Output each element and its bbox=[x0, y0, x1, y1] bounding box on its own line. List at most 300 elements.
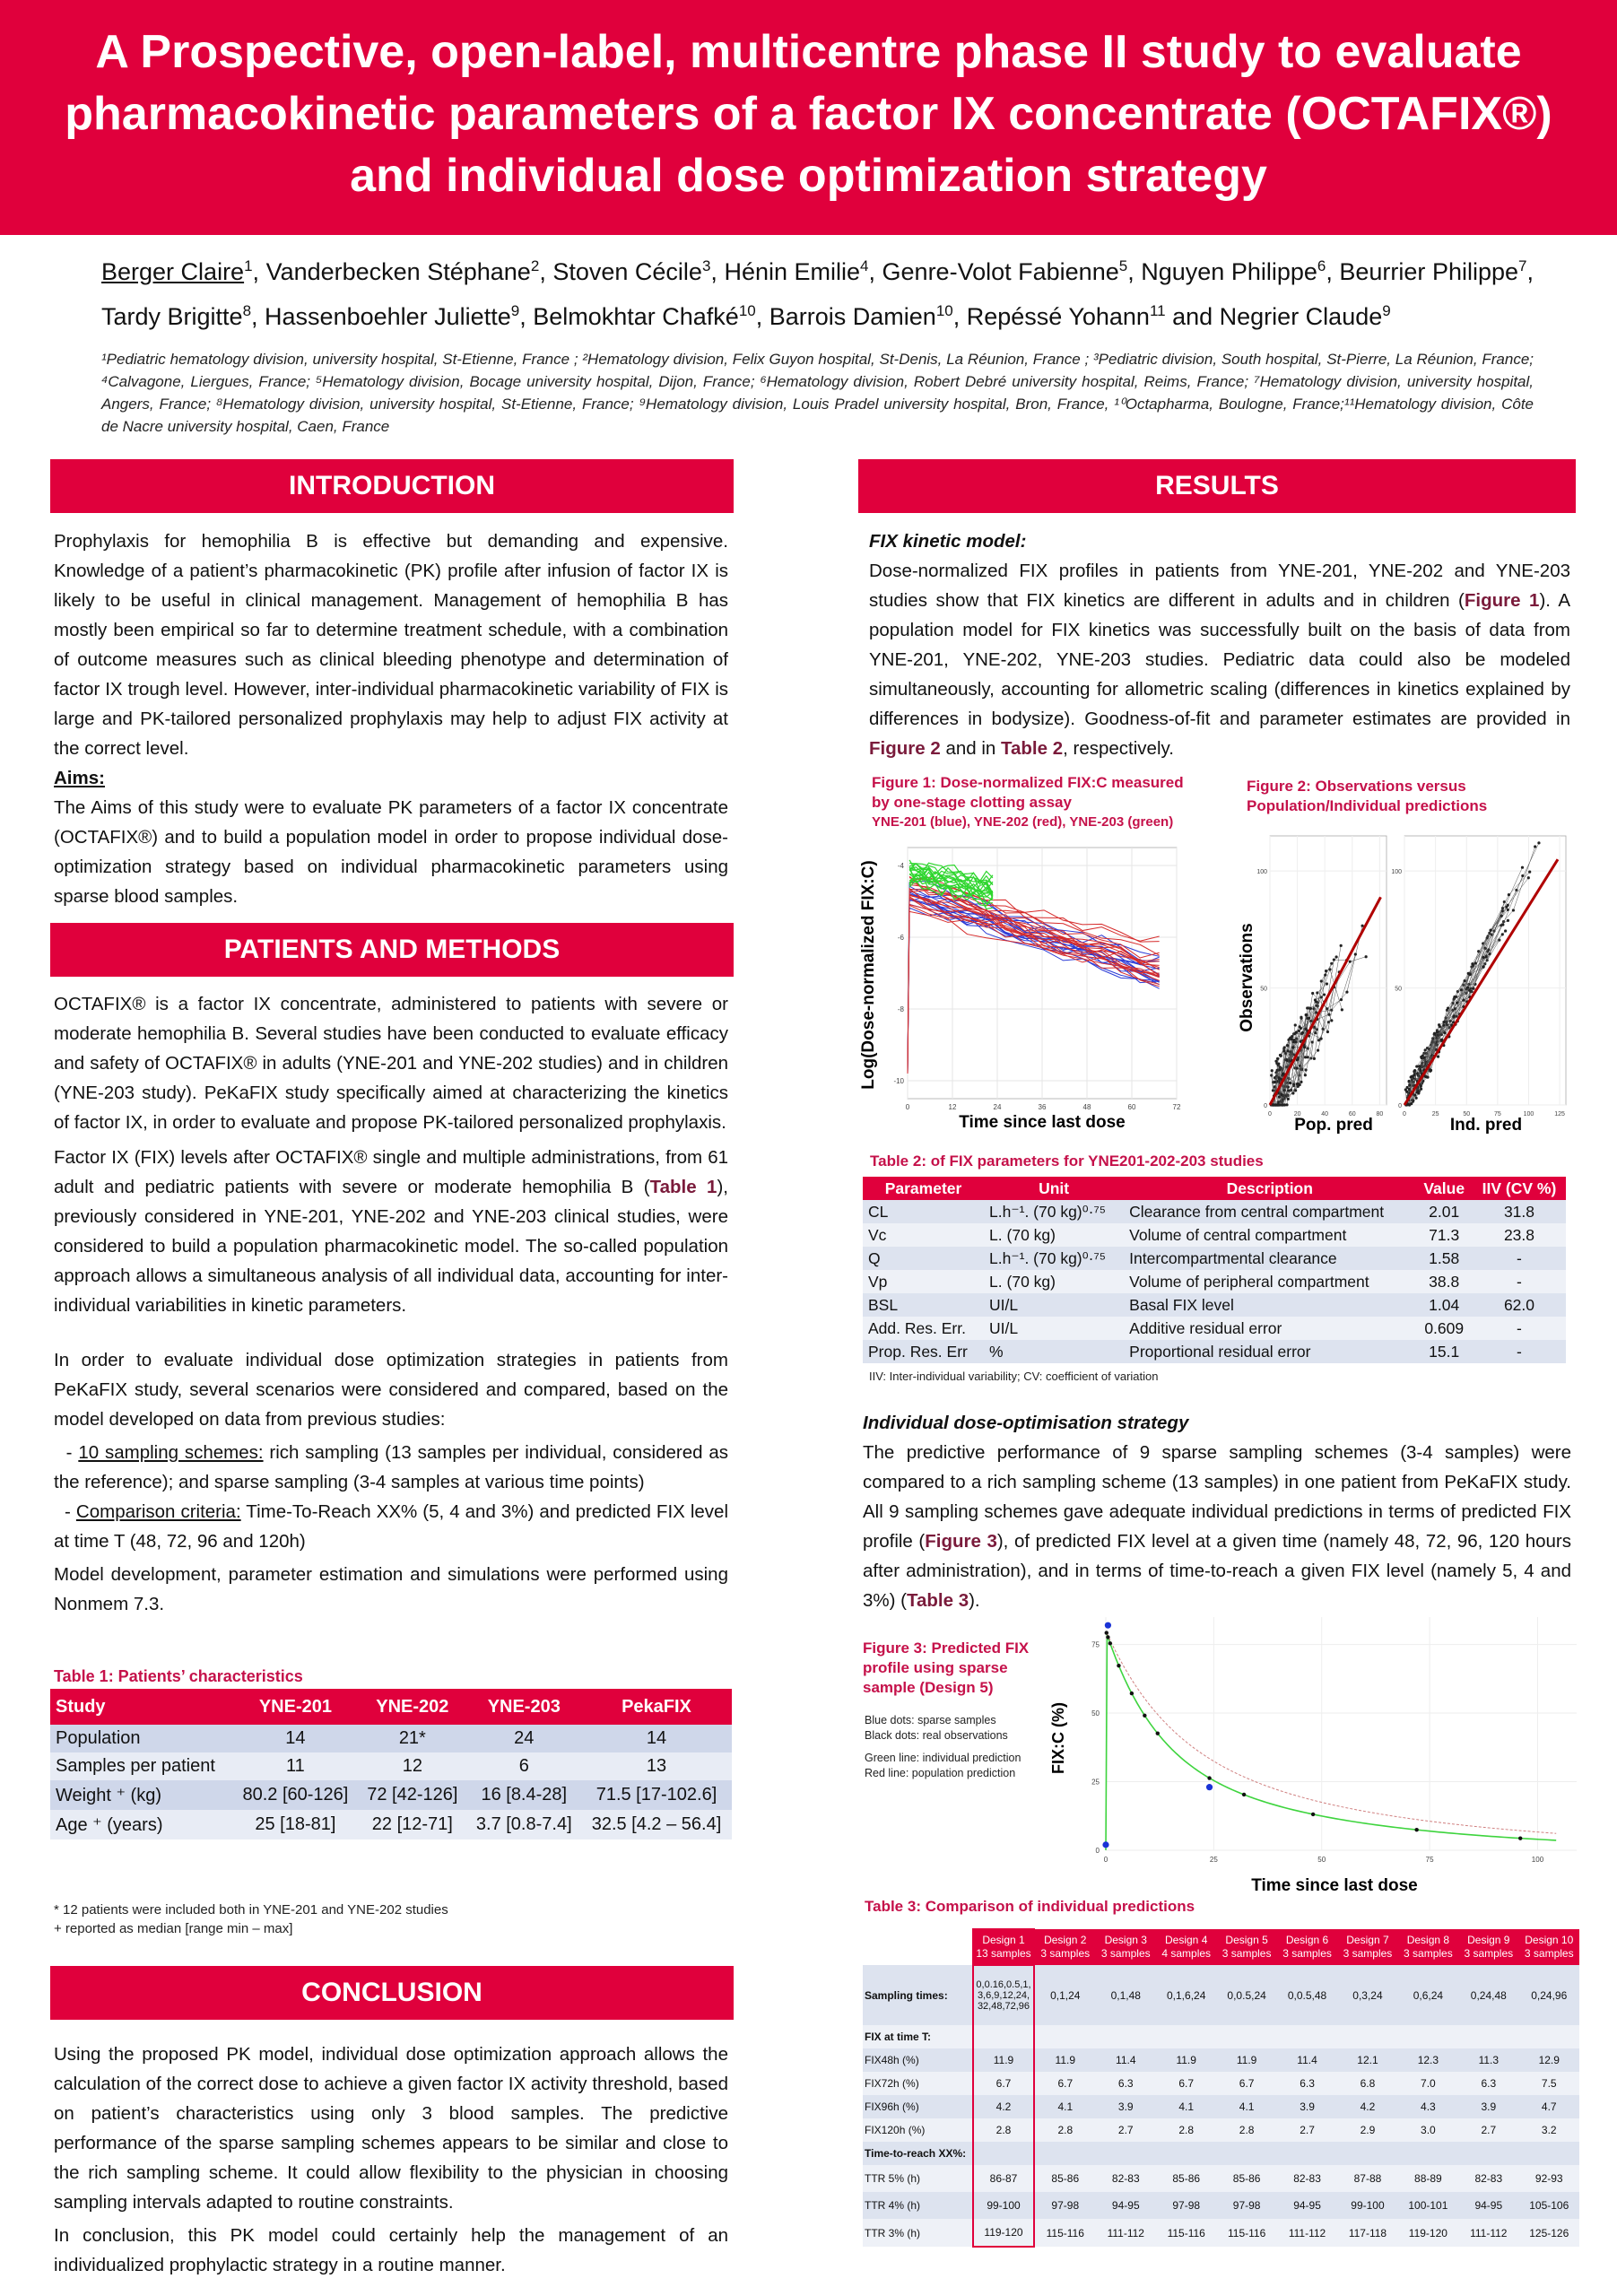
table-row bbox=[50, 1810, 732, 1839]
table-cell: 94-95 bbox=[1096, 2192, 1156, 2219]
bullet-comparison-criteria: - Comparison criteria: Time-To-Reach XX% (5, 4 and 3%) and predicted FIX level at time T (48, 72, 96 and 120h) bbox=[54, 1501, 729, 1552]
observation-point bbox=[1304, 1074, 1307, 1076]
table-cell: 11.4 bbox=[1277, 2048, 1337, 2072]
methods-paragraph-2 bbox=[54, 1143, 728, 1320]
table-cell: 4.2 bbox=[973, 2095, 1034, 2118]
table-cell: 82-83 bbox=[1096, 2165, 1156, 2192]
observation-point bbox=[1306, 1006, 1308, 1009]
author-affiliation-number: 9 bbox=[510, 302, 520, 319]
table-cell: 0,24,48 bbox=[1458, 1965, 1518, 2025]
table-cell: 12 bbox=[358, 1752, 466, 1780]
table-cell: 71.3 bbox=[1415, 1223, 1472, 1247]
table-row bbox=[50, 1752, 732, 1780]
design-name: Design 6 bbox=[1285, 1934, 1329, 1946]
table-cell: 99-100 bbox=[973, 2192, 1034, 2219]
table-cell: 2.7 bbox=[1458, 2118, 1518, 2142]
table-cell: 6.7 bbox=[1156, 2072, 1216, 2095]
table3-header bbox=[973, 1929, 1034, 1965]
x-tick-label: 80 bbox=[1376, 1111, 1384, 1118]
table-cell bbox=[1156, 2142, 1216, 2165]
methods-paragraph-1: OCTAFIX® is a factor IX concentrate, administered to patients with severe or moderate hemophilia B. Several studies have been conducted to evaluate efficacy and safety of OCTAFIX® in adults (YNE-201 and YNE-202 studies) and in children (YNE-203 study). PeKaFIX study specifically aimed at characterizing the kinetics of factor IX, in order to evaluate and propose PK-tailored personalized prophylaxis. bbox=[54, 994, 728, 1133]
figure2-caption-line: Population/Individual predictions bbox=[1247, 797, 1488, 814]
observation-point bbox=[1521, 874, 1524, 877]
observation-point bbox=[1408, 1088, 1411, 1091]
table-cell: 12.1 bbox=[1337, 2048, 1397, 2072]
table-cell: 4.3 bbox=[1398, 2095, 1458, 2118]
author-affiliation-number: 2 bbox=[530, 257, 540, 274]
conclusion-heading: CONCLUSION bbox=[50, 1966, 734, 2020]
author-affiliation-number: 10 bbox=[935, 302, 953, 319]
x-tick-label: 12 bbox=[948, 1103, 957, 1111]
figure3-caption-line: Figure 3: Predicted FIX bbox=[863, 1639, 1030, 1657]
x-tick-label: 25 bbox=[1209, 1856, 1218, 1864]
real-observation-dot bbox=[1117, 1664, 1120, 1667]
table-cell: 14 bbox=[581, 1725, 732, 1752]
x-tick-label: 72 bbox=[1172, 1103, 1181, 1111]
observation-point bbox=[1326, 982, 1328, 985]
table-cell: 0,0.16,0.5,1,3,6,9,12,24,32,48,72,96 bbox=[973, 1965, 1034, 2025]
table-cell: 2.8 bbox=[973, 2118, 1034, 2142]
figure2-caption-line: Figure 2: Observations versus bbox=[1247, 778, 1466, 795]
table1-header: Study bbox=[50, 1689, 233, 1725]
table-cell: 11.9 bbox=[973, 2048, 1034, 2072]
observation-point bbox=[1320, 979, 1323, 982]
table3-reference: Table 3 bbox=[906, 1590, 969, 1611]
observation-point bbox=[1326, 1031, 1329, 1033]
observation-point bbox=[1418, 1065, 1421, 1067]
table-row bbox=[863, 2118, 1579, 2142]
bullet-label: 10 sampling schemes: bbox=[78, 1442, 264, 1463]
author-name: Negrier Claude bbox=[1219, 303, 1383, 330]
table-row bbox=[863, 1200, 1566, 1223]
observation-point bbox=[1442, 1021, 1445, 1023]
y-tick-label: 50 bbox=[1091, 1709, 1100, 1718]
bullet-text: Time-To-Reach XX% (5, 4 and 3%) and predicted FIX level at time T (48, 72, 96 and 120h) bbox=[54, 1501, 729, 1552]
table-cell: 62.0 bbox=[1473, 1293, 1566, 1317]
table-cell: UI/L bbox=[984, 1293, 1124, 1317]
individual-prediction-line bbox=[1106, 1635, 1556, 1850]
observation-point bbox=[1291, 1091, 1294, 1094]
y-tick-label: 75 bbox=[1091, 1640, 1100, 1649]
table-cell: Prop. Res. Err bbox=[863, 1340, 984, 1363]
table2-reference: Table 2 bbox=[1001, 738, 1064, 759]
observation-point bbox=[1436, 1031, 1439, 1033]
observation-point bbox=[1308, 1017, 1310, 1020]
table-cell: CL bbox=[863, 1200, 984, 1223]
table-cell: Population bbox=[50, 1725, 233, 1752]
observation-point bbox=[1286, 1044, 1289, 1047]
table-cell: 1.04 bbox=[1415, 1293, 1472, 1317]
figure3-caption-line: profile using sparse bbox=[863, 1659, 1008, 1676]
figure1-x-ticks bbox=[906, 1103, 1181, 1111]
table-cell: Weight ⁺ (kg) bbox=[50, 1780, 233, 1810]
table-cell: 12.9 bbox=[1519, 2048, 1579, 2072]
table-cell: 7.5 bbox=[1519, 2072, 1579, 2095]
table-row bbox=[863, 1270, 1566, 1293]
design-samples: 3 samples bbox=[1040, 1947, 1091, 1960]
table-cell: Volume of peripheral compartment bbox=[1124, 1270, 1415, 1293]
x-tick-label: 20 bbox=[1293, 1111, 1301, 1118]
x-tick-label: 125 bbox=[1554, 1111, 1565, 1118]
table-cell: 71.5 [17-102.6] bbox=[581, 1780, 732, 1810]
observation-point bbox=[1316, 991, 1318, 994]
table-cell bbox=[1519, 2142, 1579, 2165]
table-cell bbox=[1458, 2142, 1518, 2165]
table-cell: FIX72h (%) bbox=[863, 2072, 973, 2095]
table-cell: 0,1,24 bbox=[1034, 1965, 1096, 2025]
table-row bbox=[863, 2142, 1579, 2165]
legend-black-dots: Black dots: real observations bbox=[865, 1729, 1008, 1742]
observation-point bbox=[1301, 1031, 1304, 1034]
observation-point bbox=[1345, 991, 1348, 994]
table1-header: YNE-202 bbox=[358, 1689, 466, 1725]
table-cell: 2.7 bbox=[1096, 2118, 1156, 2142]
table-row bbox=[863, 2165, 1579, 2192]
real-observation-dot bbox=[1106, 1635, 1109, 1639]
table-cell: - bbox=[1473, 1247, 1566, 1270]
introduction-heading: INTRODUCTION bbox=[50, 459, 734, 513]
table-cell: 4.1 bbox=[1156, 2095, 1216, 2118]
design-samples: 3 samples bbox=[1524, 1947, 1574, 1960]
table-cell: 11.9 bbox=[1156, 2048, 1216, 2072]
table1-note-1: * 12 patients were included both in YNE-201 and YNE-202 studies bbox=[54, 1902, 448, 1918]
table-cell: L.h⁻¹. (70 kg)⁰·⁷⁵ bbox=[984, 1247, 1124, 1270]
observation-point bbox=[1272, 1089, 1274, 1091]
figure3-legend bbox=[865, 1713, 1021, 1781]
observation-point bbox=[1408, 1080, 1411, 1083]
y-tick-label: 0 bbox=[1398, 1103, 1402, 1109]
design-name: Design 10 bbox=[1525, 1934, 1574, 1946]
figure2-y-label: Observations bbox=[1238, 923, 1256, 1032]
design-samples: 3 samples bbox=[1282, 1947, 1332, 1960]
table-cell: 119-120 bbox=[1398, 2219, 1458, 2247]
table-cell: 4.2 bbox=[1337, 2095, 1397, 2118]
observation-point bbox=[1440, 1039, 1443, 1041]
table-cell: 105-106 bbox=[1519, 2192, 1579, 2219]
table-row bbox=[863, 2192, 1579, 2219]
table-cell: 97-98 bbox=[1216, 2192, 1276, 2219]
figure3-plot bbox=[1048, 1604, 1586, 1900]
table3-header bbox=[1398, 1929, 1458, 1965]
table-cell: 2.7 bbox=[1277, 2118, 1337, 2142]
table-cell: 7.0 bbox=[1398, 2072, 1458, 2095]
table-cell: FIX96h (%) bbox=[863, 2095, 973, 2118]
figure1-caption bbox=[872, 773, 1184, 832]
table-cell: 6.7 bbox=[1216, 2072, 1276, 2095]
author-name: Hénin Emilie bbox=[724, 258, 861, 285]
y-tick-label: 0 bbox=[1264, 1103, 1267, 1109]
observation-point bbox=[1282, 1103, 1284, 1106]
table-cell: 1.58 bbox=[1415, 1247, 1472, 1270]
results-paragraph-1 bbox=[869, 556, 1570, 763]
figure1-caption-line: Figure 1: Dose-normalized FIX:C measured bbox=[872, 774, 1184, 791]
table-cell: 31.8 bbox=[1473, 1200, 1566, 1223]
bullet-text: rich sampling (13 samples per individual, considered as the reference); and sparse sampling (3-4 samples at various time points) bbox=[54, 1442, 728, 1492]
aims-label: Aims: bbox=[54, 768, 105, 788]
table-cell: Add. Res. Err. bbox=[863, 1317, 984, 1340]
table-cell: 11 bbox=[233, 1752, 358, 1780]
table-cell: 0,0.5,24 bbox=[1216, 1965, 1276, 2025]
table-cell: 11.9 bbox=[1034, 2048, 1096, 2072]
table3-caption: Table 3: Comparison of individual predictions bbox=[865, 1898, 1195, 1915]
design-samples: 3 samples bbox=[1464, 1947, 1514, 1960]
observation-point bbox=[1273, 1103, 1275, 1106]
table-cell: Basal FIX level bbox=[1124, 1293, 1415, 1317]
table3-header bbox=[1216, 1929, 1276, 1965]
table-cell: 24 bbox=[467, 1725, 581, 1752]
figure1-y-ticks bbox=[893, 862, 904, 1085]
author-name: Nguyen Philippe bbox=[1141, 258, 1317, 285]
design-name: Design 9 bbox=[1467, 1934, 1510, 1946]
y-tick-label: 100 bbox=[1256, 869, 1267, 876]
table-cell: 0,0.5,48 bbox=[1277, 1965, 1337, 2025]
methods-heading: PATIENTS AND METHODS bbox=[50, 923, 734, 977]
table-cell: 100-101 bbox=[1398, 2192, 1458, 2219]
methods-body bbox=[54, 989, 728, 1619]
y-tick-label: 25 bbox=[1091, 1778, 1100, 1787]
real-observation-dot bbox=[1130, 1692, 1134, 1695]
observation-point bbox=[1340, 998, 1343, 1001]
observation-point bbox=[1335, 955, 1338, 958]
author-affiliation-number: 9 bbox=[1382, 302, 1391, 319]
author-affiliation-number: 6 bbox=[1317, 257, 1326, 274]
methods-p2-text: Factor IX (FIX) levels after OCTAFIX® single and multiple administrations, from 61 adult and pediatric patients with severe or moderate hemophilia B ( bbox=[54, 1147, 728, 1197]
x-tick-label: 24 bbox=[993, 1103, 1002, 1111]
observation-point bbox=[1443, 1031, 1446, 1034]
x-tick-label: 0 bbox=[905, 1103, 910, 1111]
sparse-sample-dot bbox=[1105, 1622, 1111, 1629]
table-cell: 0.609 bbox=[1415, 1317, 1472, 1340]
table-cell: FIX120h (%) bbox=[863, 2118, 973, 2142]
observation-point bbox=[1430, 1069, 1432, 1072]
observation-point bbox=[1438, 1023, 1440, 1026]
table-cell: 85-86 bbox=[1156, 2165, 1216, 2192]
y-tick-label: 50 bbox=[1395, 986, 1402, 993]
real-observation-dot bbox=[1242, 1793, 1246, 1796]
table-cell: 94-95 bbox=[1277, 2192, 1337, 2219]
observation-point bbox=[1534, 845, 1536, 848]
observation-point bbox=[1305, 1013, 1308, 1016]
real-observation-dot bbox=[1414, 1828, 1418, 1831]
table-cell: 87-88 bbox=[1337, 2165, 1397, 2192]
observation-point bbox=[1304, 1068, 1307, 1071]
author-name: Belmokhtar Chafké bbox=[533, 303, 739, 330]
observation-point bbox=[1294, 1023, 1297, 1026]
y-tick-label: -6 bbox=[897, 934, 904, 942]
x-tick-label: 50 bbox=[1317, 1856, 1326, 1864]
x-tick-label: 75 bbox=[1493, 1111, 1501, 1118]
observation-point bbox=[1313, 1057, 1316, 1060]
observation-point bbox=[1354, 952, 1357, 955]
observation-point bbox=[1278, 1068, 1281, 1071]
table-cell: 3.9 bbox=[1277, 2095, 1337, 2118]
observation-point bbox=[1287, 1089, 1290, 1091]
table-cell: 82-83 bbox=[1277, 2165, 1337, 2192]
table-cell: 2.9 bbox=[1337, 2118, 1397, 2142]
table-cell: % bbox=[984, 1340, 1124, 1363]
observation-point bbox=[1512, 909, 1515, 911]
patients-table bbox=[50, 1689, 732, 1839]
introduction-paragraph: Prophylaxis for hemophilia B is effective but demanding and expensive. Knowledge of a patient’s pharmacokinetic (PK) profile after infusion of factor IX is likely to be useful in clinical management. Management of hemophilia B has mostly been empirical so far to determine treatment schedule, with a combination of outcome measures such as clinical bleeding phenotype and determination of factor IX trough level. However, inter-individual pharmacokinetic variability of FIX is large and PK-tailored personalized prophylaxis may help to adjust FIX activity at the correct level. bbox=[54, 531, 728, 759]
table-cell: 111-112 bbox=[1277, 2219, 1337, 2247]
table2-note: IIV: Inter-individual variability; CV: coefficient of variation bbox=[869, 1370, 1159, 1383]
legend-green-line: Green line: individual prediction bbox=[865, 1752, 1021, 1764]
bullet-sampling-schemes: - 10 sampling schemes: rich sampling (13 samples per individual, considered as the reference); and sparse sampling (3-4 samples at various time points) bbox=[54, 1442, 728, 1492]
author-name: Genre-Volot Fabienne bbox=[882, 258, 1119, 285]
table-row bbox=[863, 2048, 1579, 2072]
observation-point bbox=[1537, 841, 1540, 844]
table-cell: 11.9 bbox=[1216, 2048, 1276, 2072]
table-cell: 6.3 bbox=[1458, 2072, 1518, 2095]
table-row bbox=[863, 2095, 1579, 2118]
table1-caption: Table 1: Patients’ characteristics bbox=[54, 1667, 303, 1685]
table-cell bbox=[973, 2142, 1034, 2165]
figure2-caption bbox=[1247, 777, 1487, 816]
observation-point bbox=[1295, 1031, 1298, 1033]
design-samples: 3 samples bbox=[1221, 1947, 1272, 1960]
table1-header: YNE-201 bbox=[233, 1689, 358, 1725]
table1-header: YNE-203 bbox=[467, 1689, 581, 1725]
table-cell: 86-87 bbox=[973, 2165, 1034, 2192]
observation-point bbox=[1482, 956, 1484, 959]
observation-point bbox=[1501, 933, 1504, 935]
observation-point bbox=[1341, 1008, 1343, 1011]
observation-point bbox=[1528, 870, 1531, 873]
table-cell bbox=[1096, 2025, 1156, 2048]
table-cell: 11.4 bbox=[1096, 2048, 1156, 2072]
table-cell: 92-93 bbox=[1519, 2165, 1579, 2192]
table-cell: 97-98 bbox=[1156, 2192, 1216, 2219]
table-cell: 85-86 bbox=[1216, 2165, 1276, 2192]
table-cell: 82-83 bbox=[1458, 2165, 1518, 2192]
table-cell: L. (70 kg) bbox=[984, 1270, 1124, 1293]
results-text: ), of predicted FIX level at a given time (namely 48, 72, 96, 120 hours after administration), and in terms of time-to-reach a given FIX level (namely 5, 4 and 3%) ( bbox=[863, 1531, 1571, 1611]
table-cell: Age ⁺ (years) bbox=[50, 1810, 233, 1839]
observation-point bbox=[1292, 1083, 1295, 1085]
observation-point bbox=[1311, 992, 1314, 995]
observation-point bbox=[1508, 893, 1510, 896]
figure1-reference: Figure 1 bbox=[1464, 590, 1540, 611]
table-cell: 80.2 [60-126] bbox=[233, 1780, 358, 1810]
table-cell: 3.9 bbox=[1096, 2095, 1156, 2118]
results-subheading-kinetic: FIX kinetic model: bbox=[869, 531, 1027, 552]
table-cell: 21* bbox=[358, 1725, 466, 1752]
observation-point bbox=[1505, 906, 1508, 909]
table-cell: 4.7 bbox=[1519, 2095, 1579, 2118]
table-cell: - bbox=[1473, 1270, 1566, 1293]
results-subheading-dose: Individual dose-optimisation strategy bbox=[863, 1413, 1189, 1433]
table-row bbox=[863, 1317, 1566, 1340]
observation-point bbox=[1333, 958, 1335, 961]
observation-point bbox=[1453, 996, 1456, 998]
observation-point bbox=[1330, 1019, 1333, 1022]
author-affiliation-number: 7 bbox=[1518, 257, 1527, 274]
table-cell bbox=[1034, 2025, 1096, 2048]
results-text: and in bbox=[940, 738, 1001, 759]
observation-point bbox=[1462, 999, 1465, 1002]
observation-point bbox=[1324, 973, 1326, 976]
observation-point bbox=[1447, 1007, 1449, 1010]
legend-blue-dots: Blue dots: sparse samples bbox=[865, 1714, 996, 1726]
table1-header: PekaFIX bbox=[581, 1689, 732, 1725]
table-cell bbox=[1458, 2025, 1518, 2048]
author-name: Tardy Brigitte bbox=[101, 303, 243, 330]
observation-point bbox=[1501, 923, 1504, 926]
figure1-x-label: Time since last dose bbox=[959, 1113, 1126, 1132]
table-cell: 117-118 bbox=[1337, 2219, 1397, 2247]
observation-point bbox=[1277, 1062, 1280, 1065]
table-cell: 0,1,48 bbox=[1096, 1965, 1156, 2025]
real-observation-dot bbox=[1156, 1732, 1160, 1735]
poster-title: A Prospective, open-label, multicentre phase II study to evaluate pharmacokinetic parameters of a factor IX concentrate (OCTAFIX®) and individual dose optimization strategy bbox=[65, 26, 1552, 202]
results-text: , respectively. bbox=[1063, 738, 1174, 759]
real-observation-dot bbox=[1518, 1836, 1522, 1839]
table-cell: 2.01 bbox=[1415, 1200, 1472, 1223]
observation-point bbox=[1276, 1057, 1279, 1060]
table3-header bbox=[1458, 1929, 1518, 1965]
table-cell: - bbox=[1473, 1340, 1566, 1363]
table-cell: TTR 3% (h) bbox=[863, 2219, 973, 2247]
real-observation-dot bbox=[1143, 1714, 1146, 1718]
legend-red-line: Red line: population prediction bbox=[865, 1767, 1016, 1779]
observation-point bbox=[1413, 1074, 1416, 1076]
table-cell: Additive residual error bbox=[1124, 1317, 1415, 1340]
author-name: Vanderbecken Stéphane bbox=[265, 258, 531, 285]
observation-point bbox=[1419, 1069, 1421, 1072]
figure1-y-label: Log(Dose-normalized FIX:C) bbox=[859, 860, 878, 1090]
sparse-sample-dot bbox=[1102, 1841, 1108, 1848]
observation-point bbox=[1300, 1016, 1302, 1019]
table-cell: L.h⁻¹. (70 kg)⁰·⁷⁵ bbox=[984, 1200, 1124, 1223]
observation-point bbox=[1296, 1083, 1299, 1085]
author-affiliation-number: 5 bbox=[1118, 257, 1128, 274]
table-cell: Time-to-reach XX%: bbox=[863, 2142, 973, 2165]
table-cell bbox=[1034, 2142, 1096, 2165]
table-cell bbox=[1277, 2025, 1337, 2048]
table2-header: Description bbox=[1124, 1177, 1415, 1200]
author-name: Barrois Damien bbox=[769, 303, 936, 330]
x-tick-label: 50 bbox=[1463, 1111, 1471, 1118]
table1-reference: Table 1 bbox=[649, 1177, 717, 1197]
author-name: Berger Claire bbox=[101, 258, 245, 285]
table3-corner bbox=[863, 1929, 973, 1965]
table3-header bbox=[1096, 1929, 1156, 1965]
table-cell: TTR 4% (h) bbox=[863, 2192, 973, 2219]
observation-point bbox=[1300, 1027, 1302, 1030]
observation-point bbox=[1437, 1056, 1439, 1058]
observation-point bbox=[1490, 929, 1492, 932]
x-tick-label: 25 bbox=[1431, 1111, 1439, 1118]
pop-pred-label: Pop. pred bbox=[1294, 1116, 1373, 1135]
table-cell: 4.1 bbox=[1034, 2095, 1096, 2118]
table-row bbox=[50, 1780, 732, 1810]
observation-point bbox=[1292, 1040, 1295, 1043]
table-cell: Proportional residual error bbox=[1124, 1340, 1415, 1363]
table-cell: 115-116 bbox=[1156, 2219, 1216, 2247]
table-cell: FIX48h (%) bbox=[863, 2048, 973, 2072]
observation-point bbox=[1425, 1075, 1428, 1078]
observation-point bbox=[1340, 944, 1343, 947]
table-cell: 2.8 bbox=[1034, 2118, 1096, 2142]
results-paragraph-2 bbox=[863, 1438, 1571, 1615]
table-cell: TTR 5% (h) bbox=[863, 2165, 973, 2192]
observation-point bbox=[1323, 993, 1326, 996]
title-banner bbox=[0, 0, 1617, 235]
table-cell: 111-112 bbox=[1458, 2219, 1518, 2247]
table-cell: Vp bbox=[863, 1270, 984, 1293]
observation-point bbox=[1507, 919, 1509, 922]
observation-point bbox=[1282, 1049, 1285, 1052]
